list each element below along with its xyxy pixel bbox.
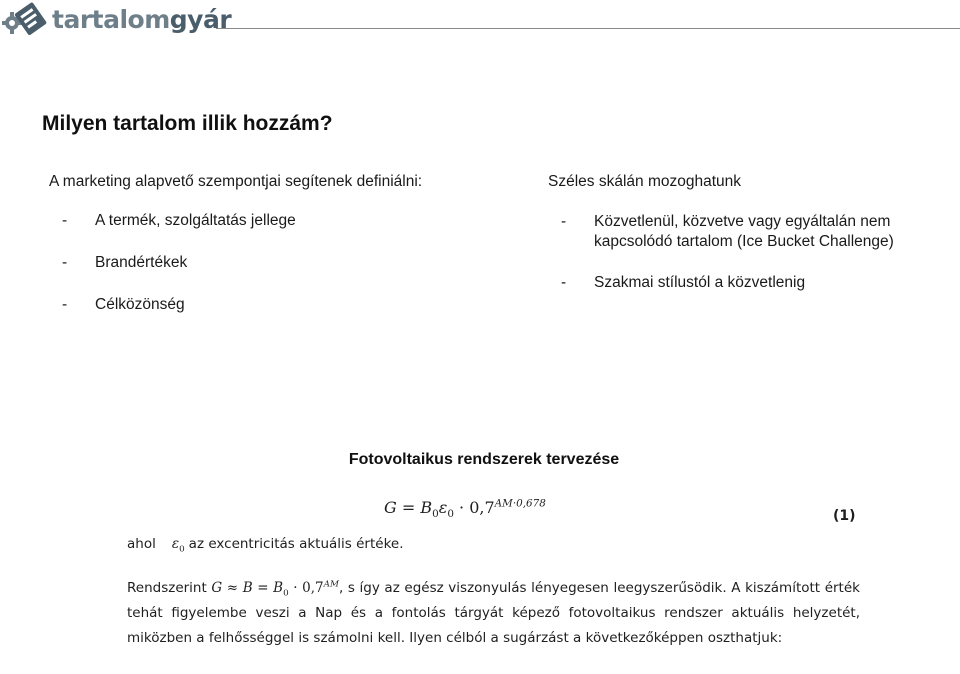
logo: [2, 1, 231, 37]
equation-number: (1): [833, 508, 856, 524]
logo-wordmark: tartalomgyár: [52, 4, 232, 34]
list-item: - Közvetlenül, közvetve vagy egyáltalán nem kapcsolódó tartalom (Ice Bucket Challenge): [561, 213, 894, 250]
right-column: [548, 173, 938, 314]
formula: $G = B_0\varepsilon_0 \cdot 0,7^{AM\cdot 0,678}$: [384, 497, 546, 521]
definition-line: ahol $\varepsilon_0$ az excentricitás aktuális értéke.: [127, 536, 404, 555]
list-item: - Célközönség: [62, 296, 185, 313]
right-heading: Széles skálán mozoghatunk: [548, 173, 742, 190]
page-title: Milyen tartalom illik hozzám?: [42, 112, 333, 135]
section-title: Fotovoltaikus rendszerek tervezése: [348, 451, 620, 468]
left-column: [49, 173, 509, 338]
paragraph: Rendszerint $G \approx B = B_0 \cdot 0,7^{AM}$, s így az egész viszonyulás lényegesen leegyszerűsödik. A kiszámított érték tehát figyelembe veszi a Nap és a fontolás tárgyát képező fotovoltaikus rendszer aktuális helyzetét, miközben a felhősséggel is számolni kell. Ilyen célból a sugárzást a következőképpen oszthatjuk:: [127, 579, 860, 646]
list-item: - A termék, szolgáltatás jellege: [62, 212, 296, 229]
list-item: - Szakmai stílustól a közvetlenig: [561, 274, 806, 291]
logo-gear-icon: [2, 1, 50, 37]
left-heading: A marketing alapvető szempontjai segítenek definiálni:: [49, 173, 423, 190]
list-item: - Brandértékek: [62, 254, 188, 271]
header-divider: [216, 28, 960, 29]
